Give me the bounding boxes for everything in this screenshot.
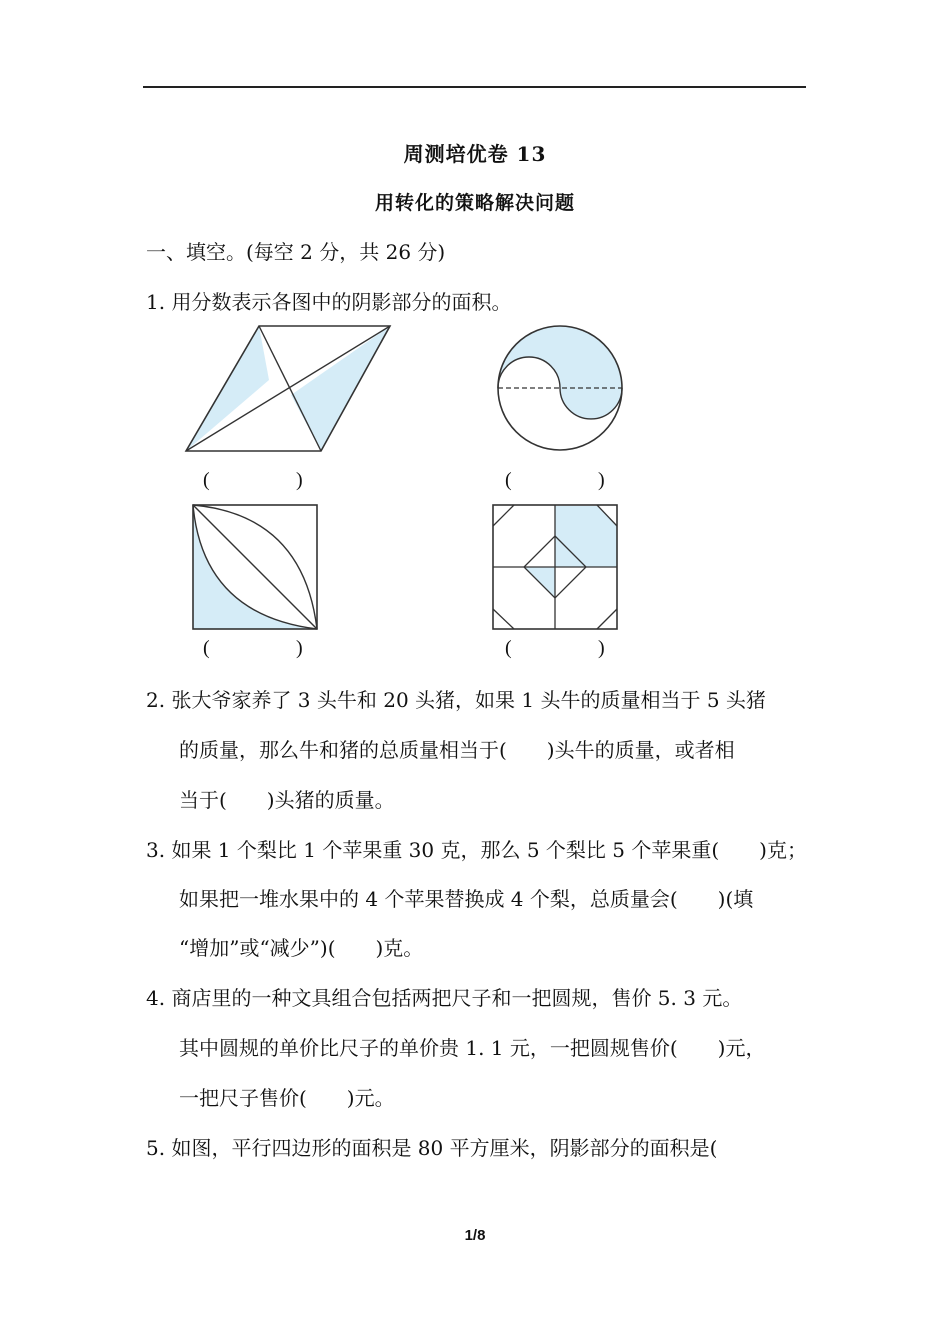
diagonal-2 [186, 326, 390, 451]
answer-blank-close: ) [598, 469, 605, 491]
grid-figure [488, 500, 623, 635]
question-1: 1. 用分数表示各图中的阴影部分的面积。 [146, 290, 512, 314]
shaded-triangle-left [186, 326, 269, 451]
question-2-line-3: 当于( )头猪的质量。 [179, 788, 395, 812]
shaded-triangle-right [291, 326, 390, 451]
answer-blank-close: ) [598, 637, 605, 659]
header-rule [143, 86, 806, 88]
circle-figure [490, 320, 630, 460]
answer-blank-open: ( [505, 637, 512, 659]
shaded-top-right [555, 506, 617, 567]
shaded-region [498, 326, 622, 419]
question-4-line-2: 其中圆规的单价比尺子的单价贵 1. 1 元，一把圆规售价( )元， [179, 1036, 766, 1060]
corner-cut [493, 505, 514, 526]
answer-blank-close: ) [296, 469, 303, 491]
answer-blank-open: ( [203, 469, 210, 491]
question-4-line-1: 4. 商店里的一种文具组合包括两把尺子和一把圆规，售价 5. 3 元。 [146, 986, 743, 1010]
section-heading: 一、填空。(每空 2 分，共 26 分) [146, 240, 446, 264]
parallelogram-figure [180, 320, 400, 460]
corner-cut [597, 609, 617, 629]
question-4-line-3: 一把尺子售价( )元。 [179, 1086, 395, 1110]
page-title: 周测培优卷 13 [403, 142, 547, 166]
question-3-line-1: 3. 如果 1 个梨比 1 个苹果重 30 克，那么 5 个梨比 5 个苹果重( )克； [146, 838, 807, 862]
question-2-line-2: 的质量，那么牛和猪的总质量相当于( )头牛的质量，或者相 [179, 738, 735, 762]
question-3-line-2: 如果把一堆水果中的 4 个苹果替换成 4 个梨，总质量会( )(填 [179, 887, 754, 911]
question-2-line-1: 2. 张大爷家养了 3 头牛和 20 头猪，如果 1 头牛的质量相当于 5 头猪 [146, 688, 766, 712]
answer-blank-open: ( [203, 637, 210, 659]
question-3-line-3: “增加”或“减少”)( )克。 [179, 936, 424, 960]
question-5-line-1: 5. 如图，平行四边形的面积是 80 平方厘米，阴影部分的面积是( [146, 1136, 718, 1160]
square-leaf-figure [188, 500, 323, 635]
answer-blank-open: ( [505, 469, 512, 491]
answer-blank-close: ) [296, 637, 303, 659]
corner-cut [493, 609, 514, 629]
page-number: 1/8 [464, 1227, 486, 1244]
page-subtitle: 用转化的策略解决问题 [374, 192, 575, 214]
